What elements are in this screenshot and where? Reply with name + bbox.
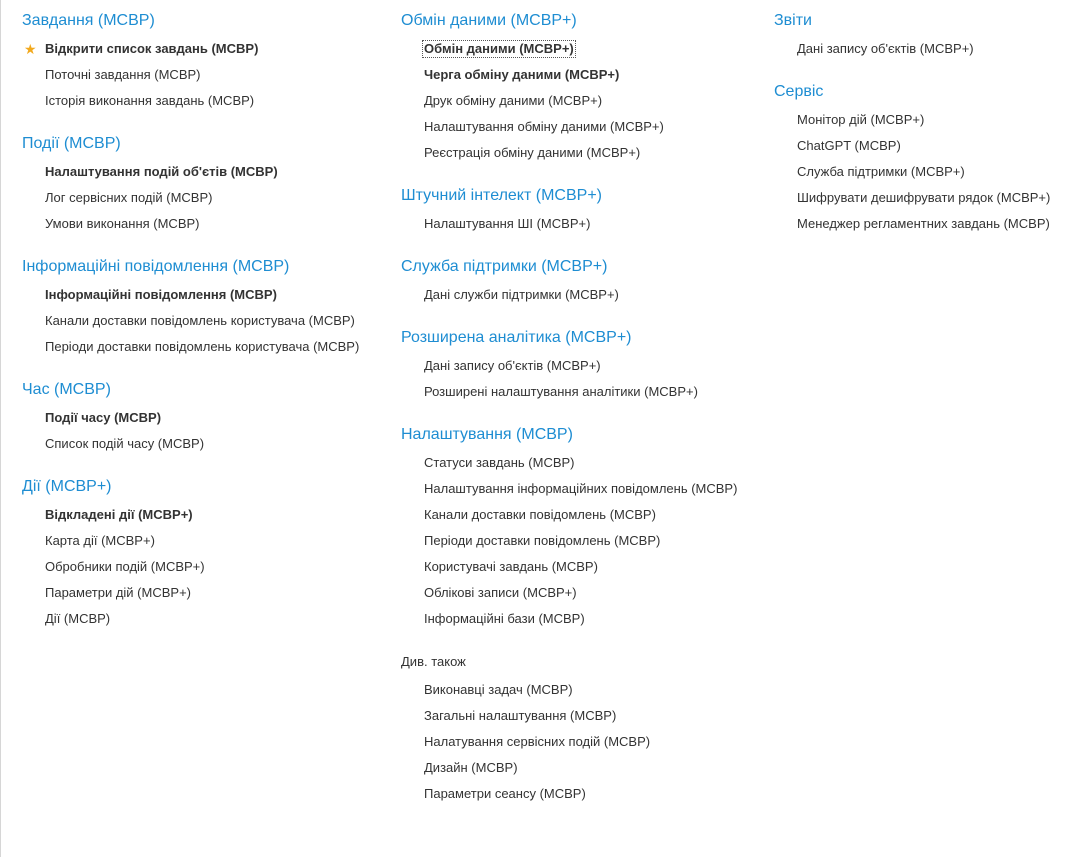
menu-item-link[interactable] (774, 36, 1064, 62)
menu-items (401, 677, 766, 807)
menu-item-link[interactable] (401, 36, 766, 62)
menu-item-label: Облікові записи (МСВР+) (424, 585, 577, 600)
menu-item-link[interactable] (22, 334, 392, 360)
menu-group-служба-підтримки-мсвр (401, 256, 766, 308)
menu-items (774, 36, 1064, 62)
menu-item-link[interactable] (401, 554, 766, 580)
menu-item-label: Дії (МСВР) (45, 611, 111, 626)
menu-item-label: Події часу (МСВР) (45, 410, 162, 425)
menu-item-link[interactable] (22, 88, 392, 114)
menu-item-label: Дані запису об'єктів (МСВР+) (797, 41, 974, 56)
menu-item-link[interactable] (774, 185, 1064, 211)
menu-item-link[interactable] (401, 211, 766, 237)
menu-item-link[interactable] (401, 606, 766, 632)
menu-item-link[interactable] (401, 140, 766, 166)
menu-item-link[interactable] (401, 781, 766, 807)
menu-group-дії-мсвр (22, 476, 392, 632)
menu-items (22, 36, 392, 114)
menu-item-label: Інформаційні бази (МСВР) (424, 611, 585, 626)
menu-item-label: Канали доставки повідомлень (МСВР) (424, 507, 656, 522)
menu-item-label: Розширені налаштування аналітики (МСВР+) (424, 384, 698, 399)
group-title: Штучний інтелект (МСВР+) (401, 187, 602, 204)
menu-item-link[interactable] (401, 502, 766, 528)
see-also-title: Див. також (401, 654, 466, 669)
menu-item-link[interactable] (22, 554, 392, 580)
group-title: Сервіс (774, 83, 824, 100)
menu-item-label: Виконавці задач (МСВР) (424, 682, 573, 697)
menu-group-штучний-інтелект-мсвр (401, 185, 766, 237)
menu-item-label: Налаштування інформаційних повідомлень (МСВР) (424, 481, 738, 496)
menu-item-label: Обробники подій (МСВР+) (45, 559, 205, 574)
menu-group-завдання-мсвр (22, 10, 392, 114)
menu-item-link[interactable] (401, 677, 766, 703)
menu-item-link[interactable] (22, 431, 392, 457)
menu-item-link[interactable] (774, 133, 1064, 159)
column-2 (401, 10, 766, 826)
menu-item-label: Друк обміну даними (МСВР+) (424, 93, 603, 108)
menu-items (401, 36, 766, 166)
menu-item-label: ChatGPT (МСВР) (797, 138, 901, 153)
group-title: Налаштування (МСВР) (401, 426, 573, 443)
menu-item-link[interactable] (22, 159, 392, 185)
menu-item-label: Параметри сеансу (МСВР) (424, 786, 586, 801)
menu-item-label: Налатування сервісних подій (МСВР) (424, 734, 651, 749)
menu-item-label: Історія виконання завдань (МСВР) (45, 93, 255, 108)
menu-item-label: Поточні завдання (МСВР) (45, 67, 201, 82)
menu-group-обмін-даними-мсвр (401, 10, 766, 166)
menu-item-link[interactable] (401, 379, 766, 405)
menu-item-link[interactable] (22, 211, 392, 237)
menu-item-label: Налаштування подій об'єтів (МСВР) (45, 164, 278, 179)
menu-items (774, 107, 1064, 237)
menu-item-label: Канали доставки повідомлень користувача (МСВР) (45, 313, 355, 328)
menu-item-label: Список подій часу (МСВР) (45, 436, 205, 451)
menu-item-link[interactable] (22, 62, 392, 88)
menu-item-link[interactable] (22, 405, 392, 431)
menu-item-link[interactable] (401, 476, 766, 502)
menu-items (22, 405, 392, 457)
menu-group-інформаційні-повідомлення-мсвр (22, 256, 392, 360)
group-title: Завдання (МСВР) (22, 12, 155, 29)
menu-items (401, 450, 766, 632)
menu-item-label: Монітор дій (МСВР+) (797, 112, 925, 127)
menu-items (401, 353, 766, 405)
menu-item-link[interactable] (22, 282, 392, 308)
menu-item-label: Умови виконання (МСВР) (45, 216, 200, 231)
group-title: Інформаційні повідомлення (МСВР) (22, 258, 290, 275)
menu-item-link[interactable] (401, 528, 766, 554)
menu-item-link[interactable] (22, 528, 392, 554)
menu-item-link[interactable] (401, 88, 766, 114)
menu-item-link[interactable] (401, 450, 766, 476)
menu-items (22, 159, 392, 237)
menu-item-label: Періоди доставки повідомлень (МСВР) (424, 533, 661, 548)
menu-item-label: Загальні налаштування (МСВР) (424, 708, 617, 723)
menu-item-label: Карта дії (МСВР+) (45, 533, 155, 548)
group-title: Обмін даними (МСВР+) (401, 12, 577, 29)
menu-item-link[interactable] (401, 580, 766, 606)
group-title: Дії (МСВР+) (22, 478, 112, 495)
menu-item-link[interactable] (22, 502, 392, 528)
menu-item-label: Налаштування обміну даними (МСВР+) (424, 119, 664, 134)
menu-item-link[interactable] (22, 185, 392, 211)
menu-item-link[interactable] (22, 36, 392, 62)
menu-item-link[interactable] (22, 606, 392, 632)
menu-item-label: Обмін даними (МСВР+) (424, 41, 574, 56)
menu-group-час-мсвр (22, 379, 392, 457)
column-1 (22, 10, 392, 651)
menu-item-label: Користувачі завдань (МСВР) (424, 559, 598, 574)
menu-item-link[interactable] (774, 107, 1064, 133)
menu-items (22, 282, 392, 360)
menu-group-звіти (774, 10, 1064, 62)
menu-item-link[interactable] (401, 729, 766, 755)
menu-item-link[interactable] (401, 703, 766, 729)
menu-item-label: Дані запису об'єктів (МСВР+) (424, 358, 601, 373)
menu-group-налаштування-мсвр (401, 424, 766, 632)
menu-item-label: Черга обміну даними (МСВР+) (424, 67, 620, 82)
menu-item-link[interactable] (22, 580, 392, 606)
menu-item-link[interactable] (774, 159, 1064, 185)
menu-items (22, 502, 392, 632)
group-title: Події (МСВР) (22, 135, 121, 152)
menu-item-label: Інформаційні повідомлення (МСВР) (45, 287, 277, 302)
menu-item-label: Шифрувати дешифрувати рядок (МСВР+) (797, 190, 1051, 205)
menu-item-label: Менеджер регламентних завдань (МСВР) (797, 216, 1050, 231)
menu-item-label: Дані служби підтримки (МСВР+) (424, 287, 619, 302)
menu-item-link[interactable] (401, 282, 766, 308)
menu-item-link[interactable] (401, 755, 766, 781)
group-title: Звіти (774, 12, 812, 29)
menu-item-label: Статуси завдань (МСВР) (424, 455, 575, 470)
menu-items (401, 282, 766, 308)
menu-item-label: Параметри дій (МСВР+) (45, 585, 191, 600)
menu-item-label: Налаштування ШІ (МСВР+) (424, 216, 591, 231)
menu-item-link[interactable] (774, 211, 1064, 237)
menu-group-події-мсвр (22, 133, 392, 237)
menu-item-link[interactable] (401, 62, 766, 88)
menu-item-link[interactable] (22, 308, 392, 334)
menu-group-див-також (401, 651, 766, 807)
menu-item-label: Дизайн (МСВР) (424, 760, 518, 775)
menu-item-label: Служба підтримки (МСВР+) (797, 164, 965, 179)
menu-items (401, 211, 766, 237)
menu-item-link[interactable] (401, 353, 766, 379)
menu-group-розширена-аналітика-мсвр (401, 327, 766, 405)
menu-item-label: Лог сервісних подій (МСВР) (45, 190, 213, 205)
menu-item-label: Відкрити список завдань (МСВР) (45, 41, 259, 56)
menu-item-link[interactable] (401, 114, 766, 140)
menu-group-сервіс (774, 81, 1064, 237)
menu-item-label: Періоди доставки повідомлень користувача (МСВР) (45, 339, 360, 354)
menu-item-label: Відкладені дії (МСВР+) (45, 507, 193, 522)
group-title: Служба підтримки (МСВР+) (401, 258, 608, 275)
group-title: Час (МСВР) (22, 381, 111, 398)
favorite-star-icon[interactable]: ★ (24, 41, 37, 57)
menu-item-label: Реєстрація обміну даними (МСВР+) (424, 145, 641, 160)
column-3 (774, 10, 1064, 256)
group-title: Розширена аналітика (МСВР+) (401, 329, 632, 346)
